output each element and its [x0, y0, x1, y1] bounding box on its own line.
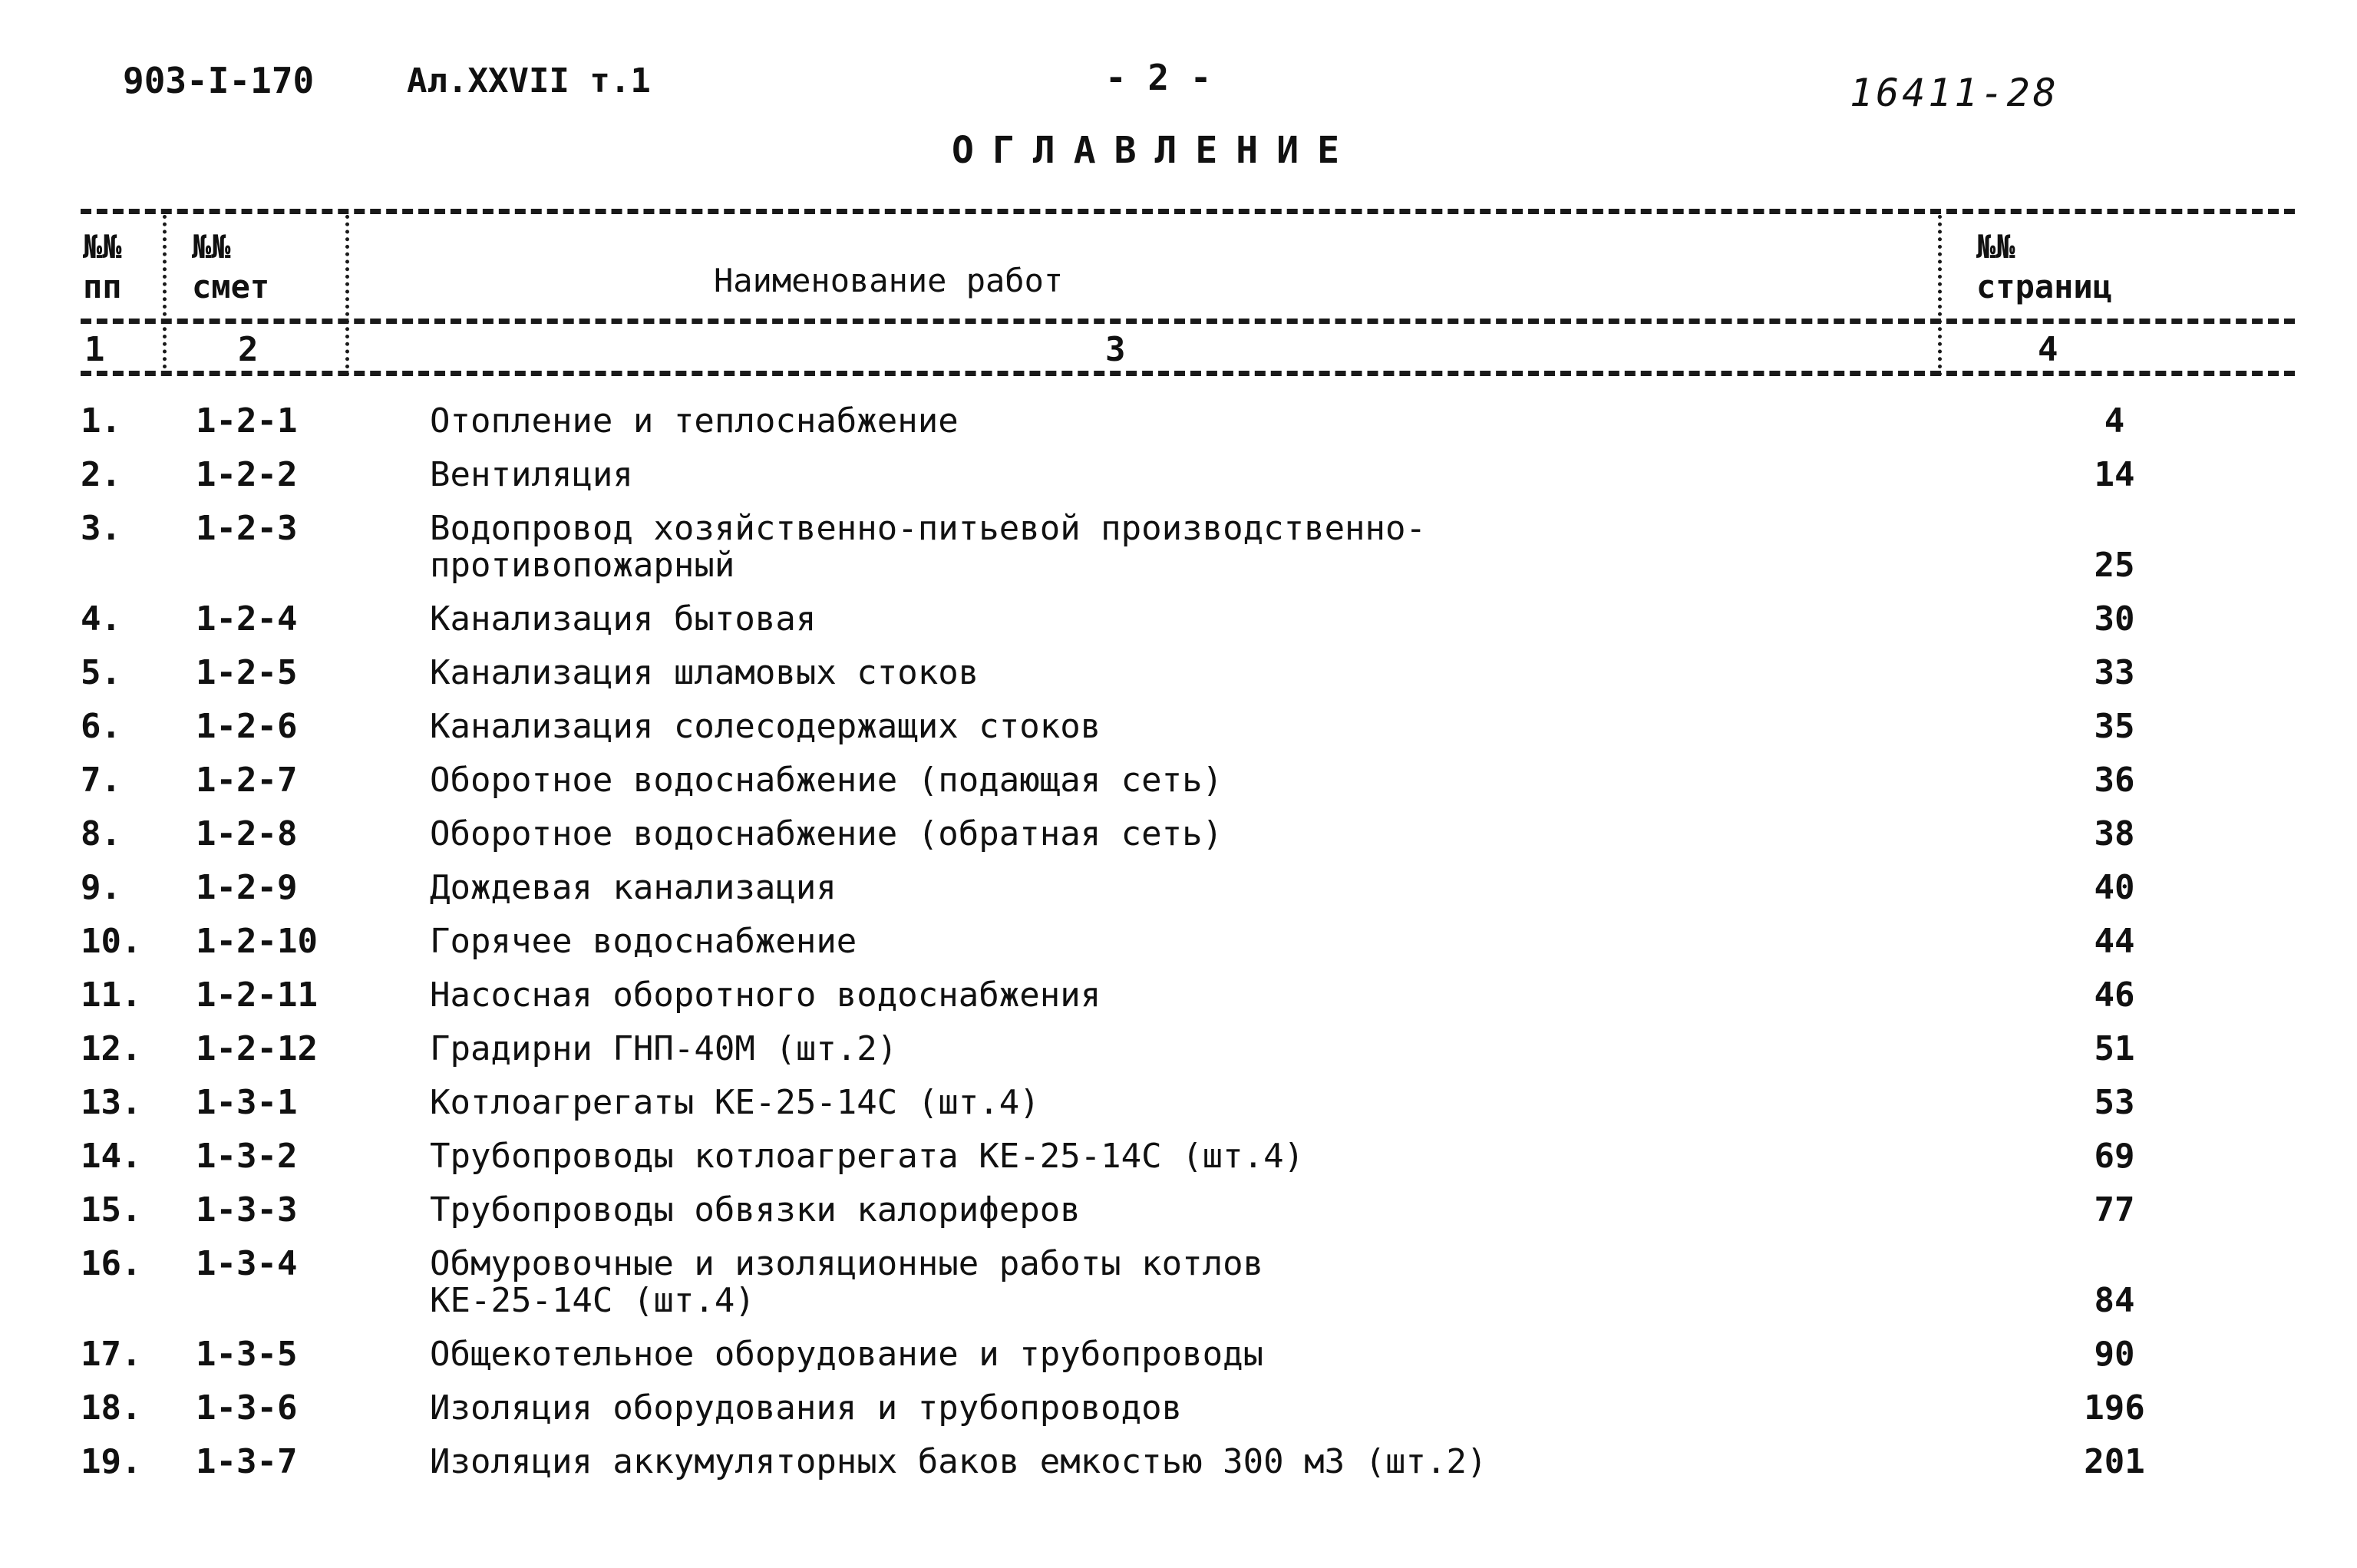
- row-number: 12.: [81, 1029, 142, 1068]
- row-number: 10.: [81, 922, 142, 961]
- estimate-number: 1-2-8: [196, 814, 298, 853]
- table-row: [81, 403, 2295, 440]
- row-number: 15.: [81, 1190, 142, 1230]
- row-number: 11.: [81, 975, 142, 1015]
- numbers-divider: [81, 371, 2295, 376]
- estimate-number: 1-3-2: [196, 1137, 298, 1176]
- estimate-number: 1-3-6: [196, 1388, 298, 1428]
- page-reference: 30: [2094, 599, 2135, 639]
- row-number: 16.: [81, 1244, 142, 1283]
- header-divider: [81, 319, 2295, 324]
- page-reference: 77: [2094, 1190, 2135, 1230]
- table-row: [81, 870, 2295, 906]
- work-name: Оборотное водоснабжение (обратная сеть): [430, 814, 1223, 853]
- work-name: Оборотное водоснабжение (подающая сеть): [430, 761, 1223, 800]
- column-separator: [163, 215, 167, 376]
- work-name: Котлоагрегаты КЕ-25-14С (шт.4): [430, 1083, 1040, 1122]
- page-reference: 51: [2094, 1029, 2135, 1068]
- album-number: Ал.XXVII т.1: [407, 61, 651, 101]
- row-number: 9.: [81, 868, 121, 907]
- table-row: [81, 510, 2295, 584]
- table-row: [81, 816, 2295, 853]
- estimate-number: 1-2-4: [196, 599, 298, 639]
- column-number: 2: [238, 330, 259, 369]
- table-row: [81, 1084, 2295, 1121]
- column-header-name: Наименование работ: [714, 262, 1064, 299]
- page-reference: 40: [2094, 868, 2135, 907]
- inventory-number: 16411-28: [1850, 71, 2059, 115]
- row-number: 5.: [81, 653, 121, 692]
- row-number: 7.: [81, 761, 121, 800]
- row-number: 17.: [81, 1335, 142, 1374]
- page-reference: 90: [2094, 1335, 2135, 1374]
- work-name: Обмуровочные и изоляционные работы котлов КЕ-25-14С (шт.4): [430, 1244, 1264, 1320]
- row-number: 13.: [81, 1083, 142, 1122]
- contents-list: [81, 403, 2295, 1497]
- table-row: [81, 1390, 2295, 1427]
- column-header-pages: №№ страниц: [1976, 228, 2113, 305]
- row-number: 8.: [81, 814, 121, 853]
- estimate-number: 1-2-11: [196, 975, 318, 1015]
- column-header-pp: №№ пп: [83, 228, 122, 305]
- row-number: 1.: [81, 401, 121, 441]
- table-row: [81, 923, 2295, 960]
- estimate-number: 1-3-3: [196, 1190, 298, 1230]
- estimate-number: 1-3-7: [196, 1442, 298, 1481]
- page-reference: 35: [2094, 707, 2135, 746]
- estimate-number: 1-3-5: [196, 1335, 298, 1374]
- page-reference: 53: [2094, 1083, 2135, 1122]
- work-name: Насосная оборотного водоснабжения: [430, 975, 1101, 1015]
- row-number: 19.: [81, 1442, 142, 1481]
- estimate-number: 1-2-3: [196, 509, 298, 548]
- estimate-number: 1-2-6: [196, 707, 298, 746]
- page-reference: 4: [2104, 401, 2125, 441]
- estimate-number: 1-3-4: [196, 1244, 298, 1283]
- column-number: 1: [84, 330, 105, 369]
- table-row: [81, 708, 2295, 745]
- table-row: [81, 1138, 2295, 1175]
- row-number: 18.: [81, 1388, 142, 1428]
- column-header-smet: №№ смет: [192, 228, 270, 305]
- page-reference: 14: [2094, 455, 2135, 494]
- page-reference: 33: [2094, 653, 2135, 692]
- estimate-number: 1-2-2: [196, 455, 298, 494]
- table-row: [81, 977, 2295, 1014]
- page-reference: 69: [2094, 1137, 2135, 1176]
- page-reference: 46: [2094, 975, 2135, 1015]
- column-number: 4: [2038, 330, 2058, 369]
- table-row: [81, 1336, 2295, 1373]
- work-name: Водопровод хозяйственно-питьевой производственно- противопожарный: [430, 509, 1427, 585]
- work-name: Вентиляция: [430, 455, 633, 494]
- row-number: 3.: [81, 509, 121, 548]
- page-reference: 36: [2094, 761, 2135, 800]
- estimate-number: 1-2-5: [196, 653, 298, 692]
- estimate-number: 1-2-7: [196, 761, 298, 800]
- column-separator: [1938, 215, 1942, 376]
- row-number: 14.: [81, 1137, 142, 1176]
- work-name: Дождевая канализация: [430, 868, 837, 907]
- top-divider: [81, 209, 2295, 214]
- estimate-number: 1-2-12: [196, 1029, 318, 1068]
- estimate-number: 1-3-1: [196, 1083, 298, 1122]
- work-name: Градирни ГНП-40М (шт.2): [430, 1029, 898, 1068]
- estimate-number: 1-2-9: [196, 868, 298, 907]
- work-name: Общекотельное оборудование и трубопроводы: [430, 1335, 1264, 1374]
- work-name: Канализация бытовая: [430, 599, 817, 639]
- column-separator: [345, 215, 349, 376]
- table-row: [81, 762, 2295, 799]
- document-code: 903-I-170: [123, 60, 315, 101]
- table-row: [81, 1444, 2295, 1481]
- table-row: [81, 1246, 2295, 1319]
- work-name: Трубопроводы котлоагрегата КЕ-25-14С (шт.4): [430, 1137, 1305, 1176]
- work-name: Трубопроводы обвязки калориферов: [430, 1190, 1081, 1230]
- table-row: [81, 1192, 2295, 1229]
- work-name: Изоляция оборудования и трубопроводов: [430, 1388, 1183, 1428]
- work-name: Горячее водоснабжение: [430, 922, 857, 961]
- work-name: Отопление и теплоснабжение: [430, 401, 959, 441]
- table-row: [81, 457, 2295, 494]
- column-number: 3: [1105, 330, 1126, 369]
- table-row: [81, 655, 2295, 692]
- page-number: - 2 -: [1105, 57, 1212, 98]
- page-reference: 196: [2084, 1388, 2145, 1428]
- work-name: Канализация шламовых стоков: [430, 653, 979, 692]
- page-reference: 84: [2094, 1281, 2135, 1320]
- page-title: ОГЛАВЛЕНИЕ: [952, 129, 1358, 172]
- page-reference: 201: [2084, 1442, 2145, 1481]
- row-number: 4.: [81, 599, 121, 639]
- page-reference: 44: [2094, 922, 2135, 961]
- page-reference: 25: [2094, 546, 2135, 585]
- page-reference: 38: [2094, 814, 2135, 853]
- work-name: Изоляция аккумуляторных баков емкостью 300 м3 (шт.2): [430, 1442, 1487, 1481]
- estimate-number: 1-2-1: [196, 401, 298, 441]
- row-number: 6.: [81, 707, 121, 746]
- work-name: Канализация солесодержащих стоков: [430, 707, 1101, 746]
- row-number: 2.: [81, 455, 121, 494]
- table-row: [81, 1031, 2295, 1068]
- estimate-number: 1-2-10: [196, 922, 318, 961]
- table-row: [81, 601, 2295, 638]
